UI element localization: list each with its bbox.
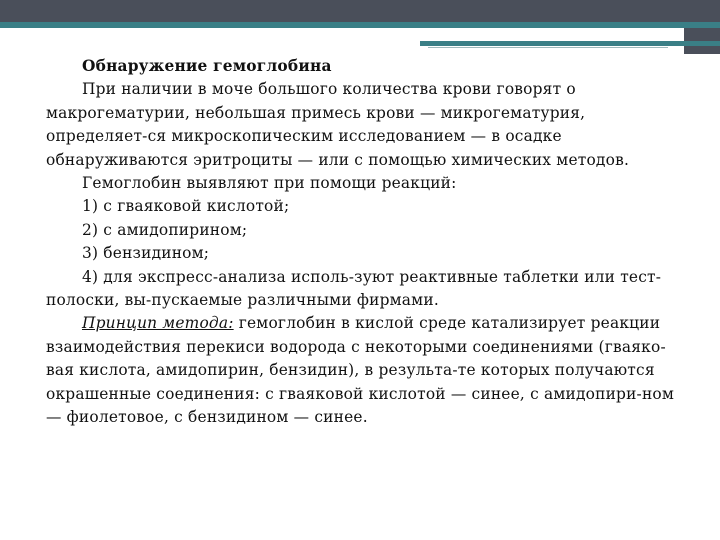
method-paragraph bbox=[46, 312, 686, 429]
slide-body bbox=[46, 55, 686, 430]
reaction-item-1: 1) с гваяковой кислотой; bbox=[82, 197, 290, 216]
title-rule bbox=[420, 41, 720, 46]
top-bar bbox=[0, 0, 720, 22]
reaction-item-2: 2) с амидопирином; bbox=[82, 220, 248, 239]
reactions-intro: Гемоглобин выявляют при помощи реакций: bbox=[82, 174, 457, 193]
reaction-item-3: 3) бензидином; bbox=[82, 244, 210, 263]
intro-paragraph: При наличии в моче большого количества крови говорят о макрогематурии, небольшая примесь крови — микрогематурия, определяет-ся микроскопическим исследованием — в осадке обнаруживаются эритроциты — или с помощью химических методов. bbox=[46, 80, 630, 169]
title-rule-thin bbox=[428, 47, 668, 48]
teal-divider bbox=[0, 22, 720, 28]
method-text: гемоглобин в кислой среде катализирует реакции взаимодействия перекиси водорода с некоторыми соединениями (гваяко-вая кислота, амидопирин, бензидин), в результа-те которых получаются окрашенные соединения: с гваяковой кислотой — синее, с амидопири-ном — фиолетовое, с бензидином — синее. bbox=[46, 314, 675, 427]
slide-title: Обнаружение гемоглобина bbox=[82, 57, 332, 75]
reaction-item-4: 4) для экспресс-анализа исполь-зуют реактивные таблетки или тест-полоски, вы-пускаемые различными фирмами. bbox=[46, 267, 662, 310]
method-label: Принцип метода: bbox=[82, 314, 234, 333]
